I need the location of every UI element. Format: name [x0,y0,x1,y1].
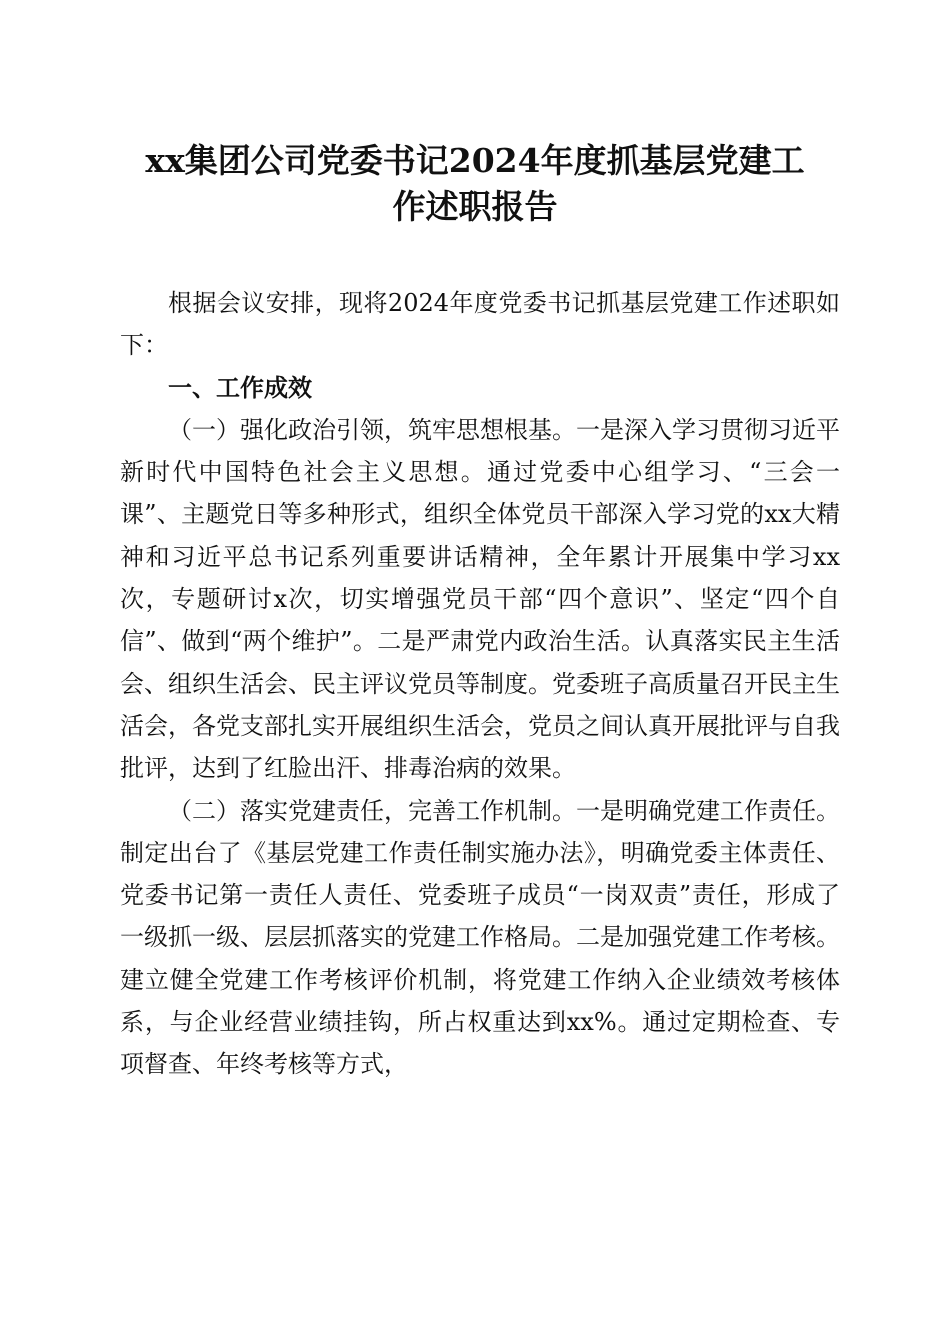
intro-paragraph: 根据会议安排，现将2024年度党委书记抓基层党建工作述职如下： [120,289,840,360]
document-title [100,138,850,230]
paragraph-text: 一是深入学习贯彻习近平新时代中国特色社会主义思想。通过党委中心组学习、“三会一课”、主题党日等多种形式，组织全体党员干部深入学习党的xx大精神和习近平总书记系列重要讲话精神，全年累计开展集中学习xx次，专题研讨x次，切实增强党员干部“四个意识”、坚定“四个自信”、做到“两个维护”。二是严肃党内政治生活。认真落实民主生活会、组织生活会、民主评议党员等制度。党委班子高质量召开民主生活会，各党支部扎实开展组织生活会，党员之间认真开展批评与自我批评，达到了红脸出汗、排毒治病的效果。 [120,415,840,783]
section-heading: 一、工作成效 [168,373,312,402]
paragraph-lead: （二）落实党建责任，完善工作机制。 [168,796,576,825]
paragraph-political-leadership [120,409,840,790]
title-line-1: xx集团公司党委书记2024年度抓基层党建工 [145,141,805,180]
paragraph-party-responsibility [120,790,840,1086]
title-line-2: 作述职报告 [392,187,558,226]
document-body [120,282,840,1086]
paragraph-text: 一是明确党建工作责任。制定出台了《基层党建工作责任制实施办法》，明确党委主体责任、党委书记第一责任人责任、党委班子成员“一岗双责”责任，形成了一级抓一级、层层抓落实的党建工作格局。二是加强党建工作考核。建立健全党建工作考核评价机制，将党建工作纳入企业绩效考核体系，与企业经营业绩挂钩，所占权重达到xx%。通过定期检查、专项督查、年终考核等方式， [120,796,840,1079]
paragraph-lead: （一）强化政治引领，筑牢思想根基。 [168,415,576,444]
